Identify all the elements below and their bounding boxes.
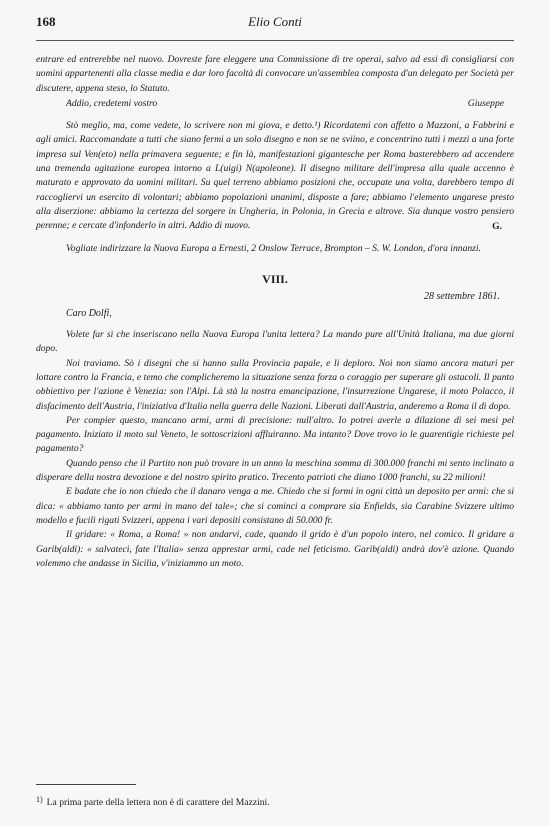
letter-paragraph: Per compier questo, mancano armi, armi di precisione: null'altro. Io potrei averle a dilazione di sei mesi pel pagamento. Iniziato il moto sul Veneto, le sottoscrizioni affluiranno. Ma intanto? Dove trovo io le guarentigie richieste pel pagamento? [36, 414, 514, 455]
initial-signature: G. [492, 220, 502, 232]
letter-paragraph: Volete far sì che inseriscano nella Nuova Europa l'unita lettera? La mando pure all'Unità Italiana, ma due giorni dopo. [36, 329, 514, 355]
header-rule [36, 40, 514, 41]
footnote [36, 795, 514, 808]
paragraph-postscript: Stò meglio, ma, come vedete, lo scrivere non mi giova, e detto.¹) Ricordatemi con affetto a Mazzoni, a Fabbrini e agli amici. Raccomandate a tutti che siano fermi a un solo disegno e non se ne sviino, e concentrino tutti i mezzi a una forte impresa sul Ven(eto) nella primavera seguente; e fin là, manifestazioni gigantesche per Roma basterebbero ad accendere una tremenda agitazione europea intorno a L(uigi) N(apoleone). Il disegno militare dell'impresa alla quale accenno è maturato e approvato da uomini militari. Su quel terreno abbiamo posizioni che, occupate una volta, darebbero tempo di raccogliervi un esercito di volontari; abbiamo popolazioni unanimi, disposte a fare; abbiamo l'elemento ungarese presto alla diserzione: abbiamo la certezza del sorgere in Ungheria, in Polonia, in Grecia e altrove. Sia dunque vostro pensiero perenne; e cercate d'infonderlo in altri. Addio di nuovo. [36, 120, 514, 232]
section-number: VIII. [262, 272, 288, 287]
letter-paragraph: Il gridare: « Roma, a Roma! » non andarvi, cade, quando il grido è d'un popolo intero, nel comico. Il gridare a Garib(aldi): « salvateci, fate l'Italia» senza apprestar armi, cade nel feticismo. Garib(aldi) andrà dov'è azione. Quando volemmo che andasse in Sicilia, v'iniziammo un moto. [36, 529, 514, 569]
body-text [36, 53, 514, 571]
footnote-text: La prima parte della lettera non è di carattere del Mazzini. [46, 797, 270, 808]
closing-line [36, 97, 514, 111]
paragraph-address: Vogliate indirizzare la Nuova Europa a Ernesti, 2 Onslow Terrace, Brompton – S. W. London, d'ora innanzi. [66, 242, 481, 254]
footnote-rule [36, 784, 136, 785]
letter-paragraph: E badate che io non chiedo che il danaro venga a me. Chiedo che si formi in ogni città un deposito per armi: che si dica: « abbiamo tanto per armi in mano del tale»; che si cominci a comprare sia Enfields, sia Carabine Svizzere ultimo modello e fucili rigati Svizzeri, appena i vari depositi consistano di 50.000 fr. [36, 486, 514, 526]
footnote-mark: 1) [36, 795, 43, 804]
signature: Giuseppe [467, 97, 504, 109]
salutation: Caro Dolfi, [66, 307, 112, 319]
closing-text: Addio, credetemi vostro [66, 97, 158, 109]
running-head: Elio Conti [248, 14, 302, 29]
letter-paragraph: Noi traviamo. Sò i disegni che si hanno sulla Provincia papale, e li deploro. Noi non siamo ancora maturi per lottare contro la Francia, e temo che complicheremo la situazione senza forza o coraggio per superare gli ostacoli. Il punto obbiettivo per l'azione è Venezia: son l'Alpi. Là stà la nostra emancipazione, l'insurrezione Ungarese, il moto Polacco, il disfacimento dell'Austria, l'iniziativa d'Italia nella guerra delle Nazioni. Liberati dall'Austria, anderemo a Roma il dì dopo. [36, 357, 514, 412]
page-number: 168 [36, 14, 56, 29]
paragraph-continuation: entrare ed entrerebbe nel nuovo. Dovreste fare eleggere una Commissione di tre operai, salvo ad essi di consigliarsi con uomini appartenenti alla classe media e dar loro facoltà di convocare un'assemblea composta d'un delegato per Società per discutere, appena steso, lo Statuto. [36, 54, 514, 94]
letter-date: 28 settembre 1861. [423, 291, 500, 303]
letter-paragraph: Quando penso che il Partito non può trovare in un anno la meschina somma di 300.000 franchi mi sento inclinato a disperare della nostra devozione e del nostro spirito pratico. Trecento patrioti che diano 1000 franchi, su 22 milioni! [36, 457, 514, 484]
page-header [36, 14, 514, 34]
